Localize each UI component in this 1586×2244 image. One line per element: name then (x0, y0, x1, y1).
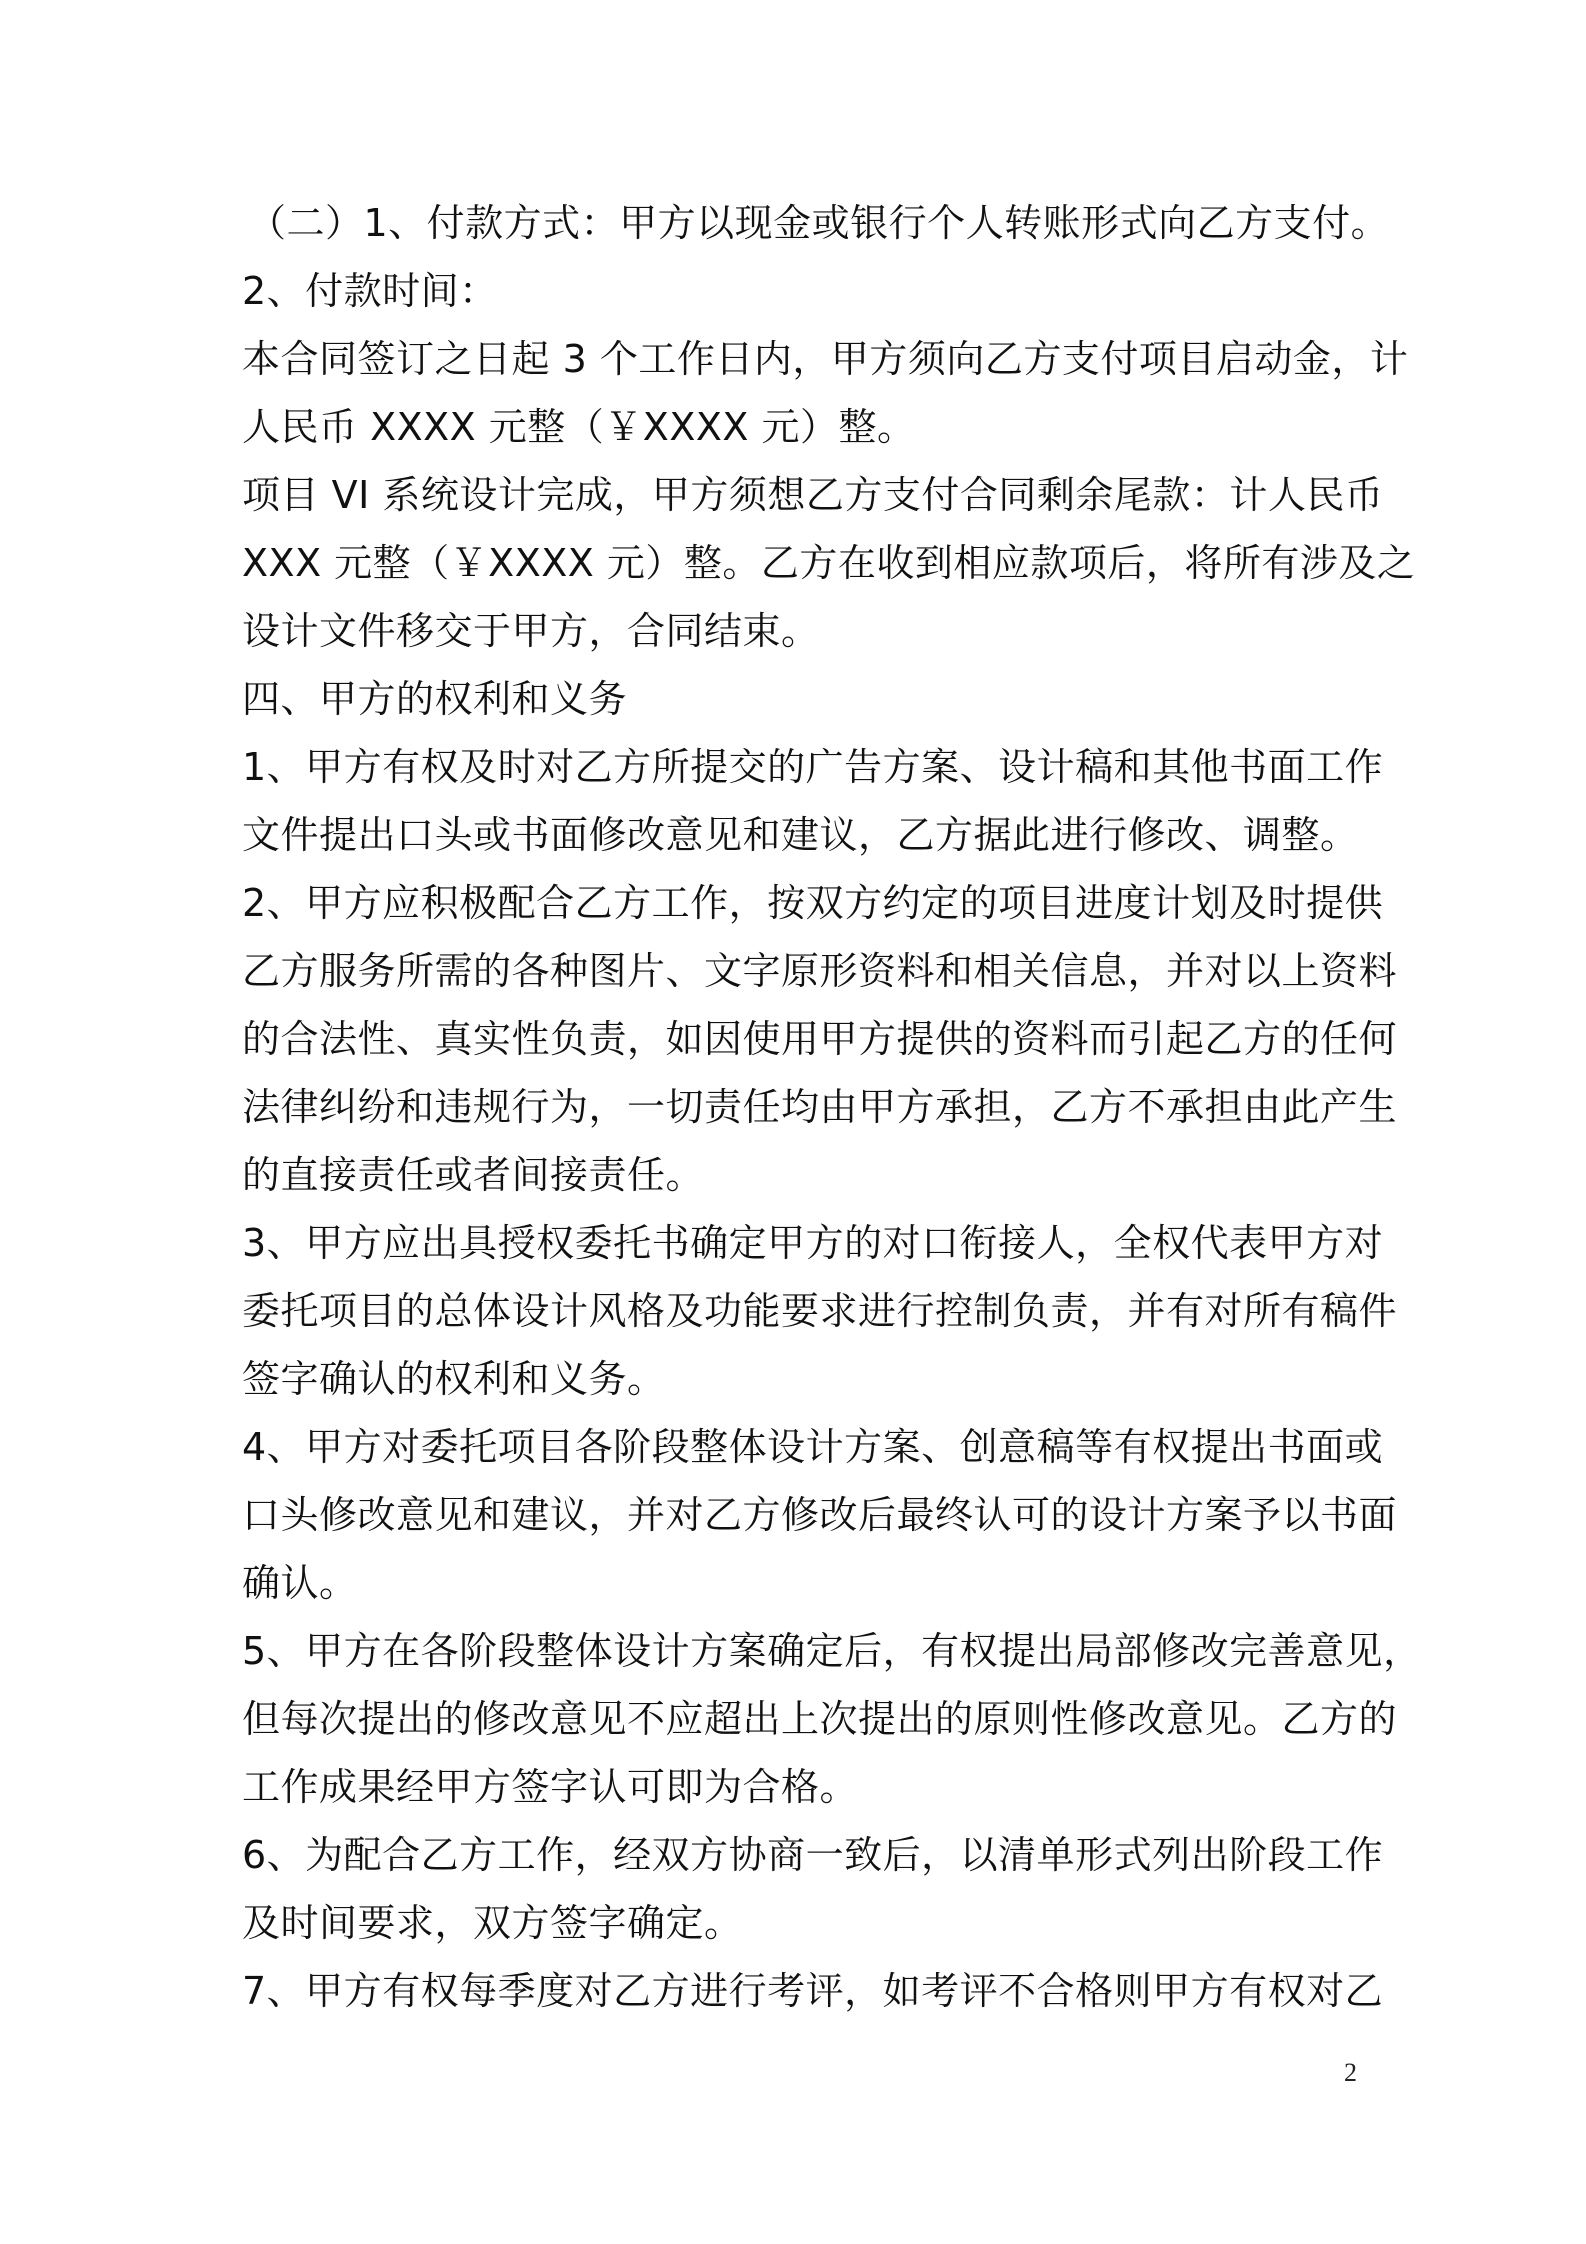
clause-line: 4、甲方对委托项目各阶段整体设计方案、创意稿等有权提出书面或 (242, 1425, 1384, 1469)
clause-line: 的合法性、真实性负责，如因使用甲方提供的资料而引起乙方的任何 (242, 1017, 1398, 1061)
text-line: XXX 元整（￥XXXX 元）整。乙方在收到相应款项后，将所有涉及之 (242, 541, 1416, 585)
payment-time-heading: 2、付款时间： (242, 269, 498, 313)
text-line: 项目 VI 系统设计完成，甲方须想乙方支付合同剩余尾款：计人民币 (242, 473, 1384, 517)
clause-line: 法律纠纷和违规行为，一切责任均由甲方承担，乙方不承担由此产生 (242, 1085, 1398, 1129)
clause-line: 文件提出口头或书面修改意见和建议，乙方据此进行修改、调整。 (242, 813, 1359, 857)
clause-line: 口头修改意见和建议，并对乙方修改后最终认可的设计方案予以书面 (242, 1493, 1398, 1537)
clause-line: 的直接责任或者间接责任。 (242, 1153, 705, 1197)
clause-line: 及时间要求，双方签字确定。 (242, 1901, 743, 1945)
clause-line: 签字确认的权利和义务。 (242, 1357, 666, 1401)
section-heading: 四、甲方的权利和义务 (242, 677, 628, 721)
document-body (242, 189, 1422, 2025)
page-number: 2 (1344, 2058, 1357, 2087)
clause-line: 但每次提出的修改意见不应超出上次提出的原则性修改意见。乙方的 (242, 1697, 1398, 1741)
clause-line: 1、甲方有权及时对乙方所提交的广告方案、设计稿和其他书面工作 (242, 745, 1384, 789)
clause-line: 2、甲方应积极配合乙方工作，按双方约定的项目进度计划及时提供 (242, 881, 1384, 925)
text-line: 设计文件移交于甲方，合同结束。 (242, 609, 820, 653)
clause-line: 委托项目的总体设计风格及功能要求进行控制负责，并有对所有稿件 (242, 1289, 1398, 1333)
clause-line: 确认。 (242, 1561, 358, 1605)
clause-line: 工作成果经甲方签字认可即为合格。 (242, 1765, 859, 1809)
clause-line: 3、甲方应出具授权委托书确定甲方的对口衔接人，全权代表甲方对 (242, 1221, 1384, 1265)
payment-method-line: （二）1、付款方式：甲方以现金或银行个人转账形式向乙方支付。 (248, 201, 1390, 245)
text-line: 本合同签订之日起 3 个工作日内，甲方须向乙方支付项目启动金，计 (242, 337, 1409, 381)
clause-line: 6、为配合乙方工作，经双方协商一致后，以清单形式列出阶段工作 (242, 1833, 1384, 1877)
clause-line: 乙方服务所需的各种图片、文字原形资料和相关信息，并对以上资料 (242, 949, 1398, 993)
clause-line: 7、甲方有权每季度对乙方进行考评，如考评不合格则甲方有权对乙 (242, 1969, 1384, 2013)
clause-line: 5、甲方在各阶段整体设计方案确定后，有权提出局部修改完善意见， (242, 1629, 1422, 1673)
text-line: 人民币 XXXX 元整（￥XXXX 元）整。 (242, 405, 916, 449)
